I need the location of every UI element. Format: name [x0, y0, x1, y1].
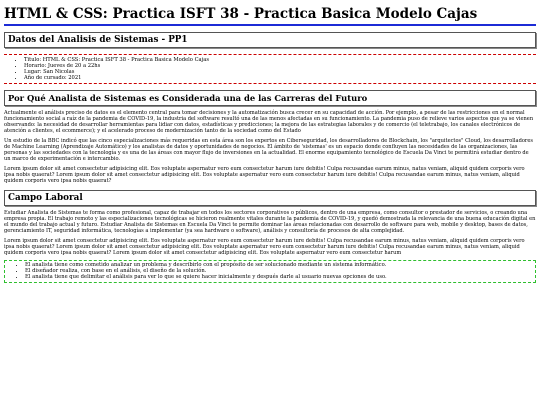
- roles-list: [5, 262, 535, 281]
- paragraph-carreras-3: Lorem ipsum dolor sit amet consectetur adipisicing elit. Eos voluptate aspernatur vero eum consectetur harum iure debitis! Culpa recusandae earum minus, natus veniam, aliquid quidem corporis vero ipsa nobis quaerat? Lorem ipsum dolor sit amet consectetur adipisicing elit. Eos voluptate aspernatur vero eum consectetur harum iure debitis! Culpa recusandae earum minus, natus veniam, aliquid quidem corporis vero ipsa nobis quaerat?: [4, 166, 525, 184]
- section-header-datos: [4, 32, 536, 48]
- info-item-horario: • Horario: Jueves de 20 a 22hs: [24, 63, 536, 69]
- paragraph-campo-1: Estudiar Analista de Sistemas te forma como profesional, capaz de trabajar en todos los sectores corporativos o públicos, dentro de una empresa, como consultor o prestador de servicios, o creando una empresa propia. El trabajo remoto y las especializaciones tecnológicas se hicieron realmente vitales durante la pandemia de COVID-19, y quedó demostrada la relevancia de una buena educación digital en el mundo del trabajo actual y futuro. Estudiar Analista de Sistemas en Escuela Da Vinci te permite dominar las áreas relacionadas con desarrollo de software para web, mobile y desktop, bases de datos, gerenciamiento IT, seguridad informática, tecnologías a implementar (ya sea hardware o software), análisis y consultoría de procesos de alta complejidad.: [4, 210, 536, 234]
- section-header-carreras: [4, 90, 536, 106]
- role-item-disenador: • El diseñador realiza, con base en el análisis, el diseño de la solución.: [25, 268, 535, 274]
- roles-box: [4, 260, 536, 283]
- info-box: [4, 54, 536, 84]
- section-heading-campo: Campo Laboral: [8, 193, 83, 203]
- role-item-delimitar: • El analista tiene que delimitar el análisis para ver lo que se quiere hacer inicialmente y después darle al usuario nuevas opciones de uso.: [25, 274, 535, 280]
- section-heading-carreras: Por Qué Analista de Sistemas es Considerada una de las Carreras del Futuro: [8, 93, 368, 103]
- info-list: [4, 57, 536, 81]
- info-item-lugar: • Lugar: San Nicolas: [24, 69, 536, 75]
- role-item-analista: • El analista tiene como cometido analizar un problema y describirlo con el propósito de ser solucionado mediante un sistema informático.: [25, 262, 535, 268]
- info-item-titulo: • Titulo: HTML & CSS: Practica ISFT 38 - Practica Basica Modelo Cajas: [24, 57, 536, 63]
- info-item-anio: • Año de cursado: 2021: [24, 75, 536, 81]
- page-title: HTML & CSS: Practica ISFT 38 - Practica Basica Modelo Cajas: [4, 6, 536, 26]
- section-header-campo: [4, 190, 536, 206]
- paragraph-carreras-2: Un estudio de la BBC indicó que las cinco especializaciones más requeridas en esta área son los expertos en Ciberseguridad, los desarrolladores de Blockchain, los "arquitectos" Cloud, los desarrolladores de Machine Learning (Aprendizaje Automático) y los analistas de datos y oportunidades de negocios. El ámbito de 'sistemas' es un espacio donde confluyen las necesidades de las organizaciones, las personas y las sociedades con la tecnología y es una de las áreas con mayor flujo de inversiones en la actualidad. El enorme equipamiento tecnológico de Escuela Da Vinci te permitirá estudiar dentro de un marco de experimentación e intercambio.: [4, 138, 533, 162]
- paragraph-carreras-1: Actualmente el análisis preciso de datos es el elemento central para tomar decisiones y la automatización busca crecer en su capacidad de acción. Por ejemplo, a pesar de las restricciones en el normal funcionamiento social a raíz de la pandemia de COVID-19, la industria del software resultó una de las menos afectadas en su funcionamiento. La pandemia puso de relieve varios aspectos que ya se vienen observando: la necesidad de desarrollar herramientas para lidiar con datos, estadísticas y predicciones; la mejora de las estrategias laborales y de comercio (el teletrabajo, los canales electrónicos de atención a clientes, el ecommerce); y el acelerado proceso de modernización tanto de la sociedad como del Estado: [4, 110, 534, 134]
- section-heading-datos: Datos del Analisis de Sistemas - PP1: [8, 35, 188, 45]
- paragraph-campo-2: Lorem ipsum dolor sit amet consectetur adipisicing elit. Eos voluptate aspernatur vero eum consectetur harum iure debitis! Culpa recusandae earum minus, natus veniam, aliquid quidem corporis vero ipsa nobis quaerat? Lorem ipsum dolor sit amet consectetur adipisicing elit. Eos voluptate aspernatur vero eum consectetur harum iure debitis! Culpa recusandae earum minus, natus veniam, aliquid quidem corporis vero ipsa nobis quaerat? Lorem ipsum dolor sit amet consectetur adipisicing elit. Eos voluptate aspernatur vero eum consectetur harum: [4, 238, 525, 256]
